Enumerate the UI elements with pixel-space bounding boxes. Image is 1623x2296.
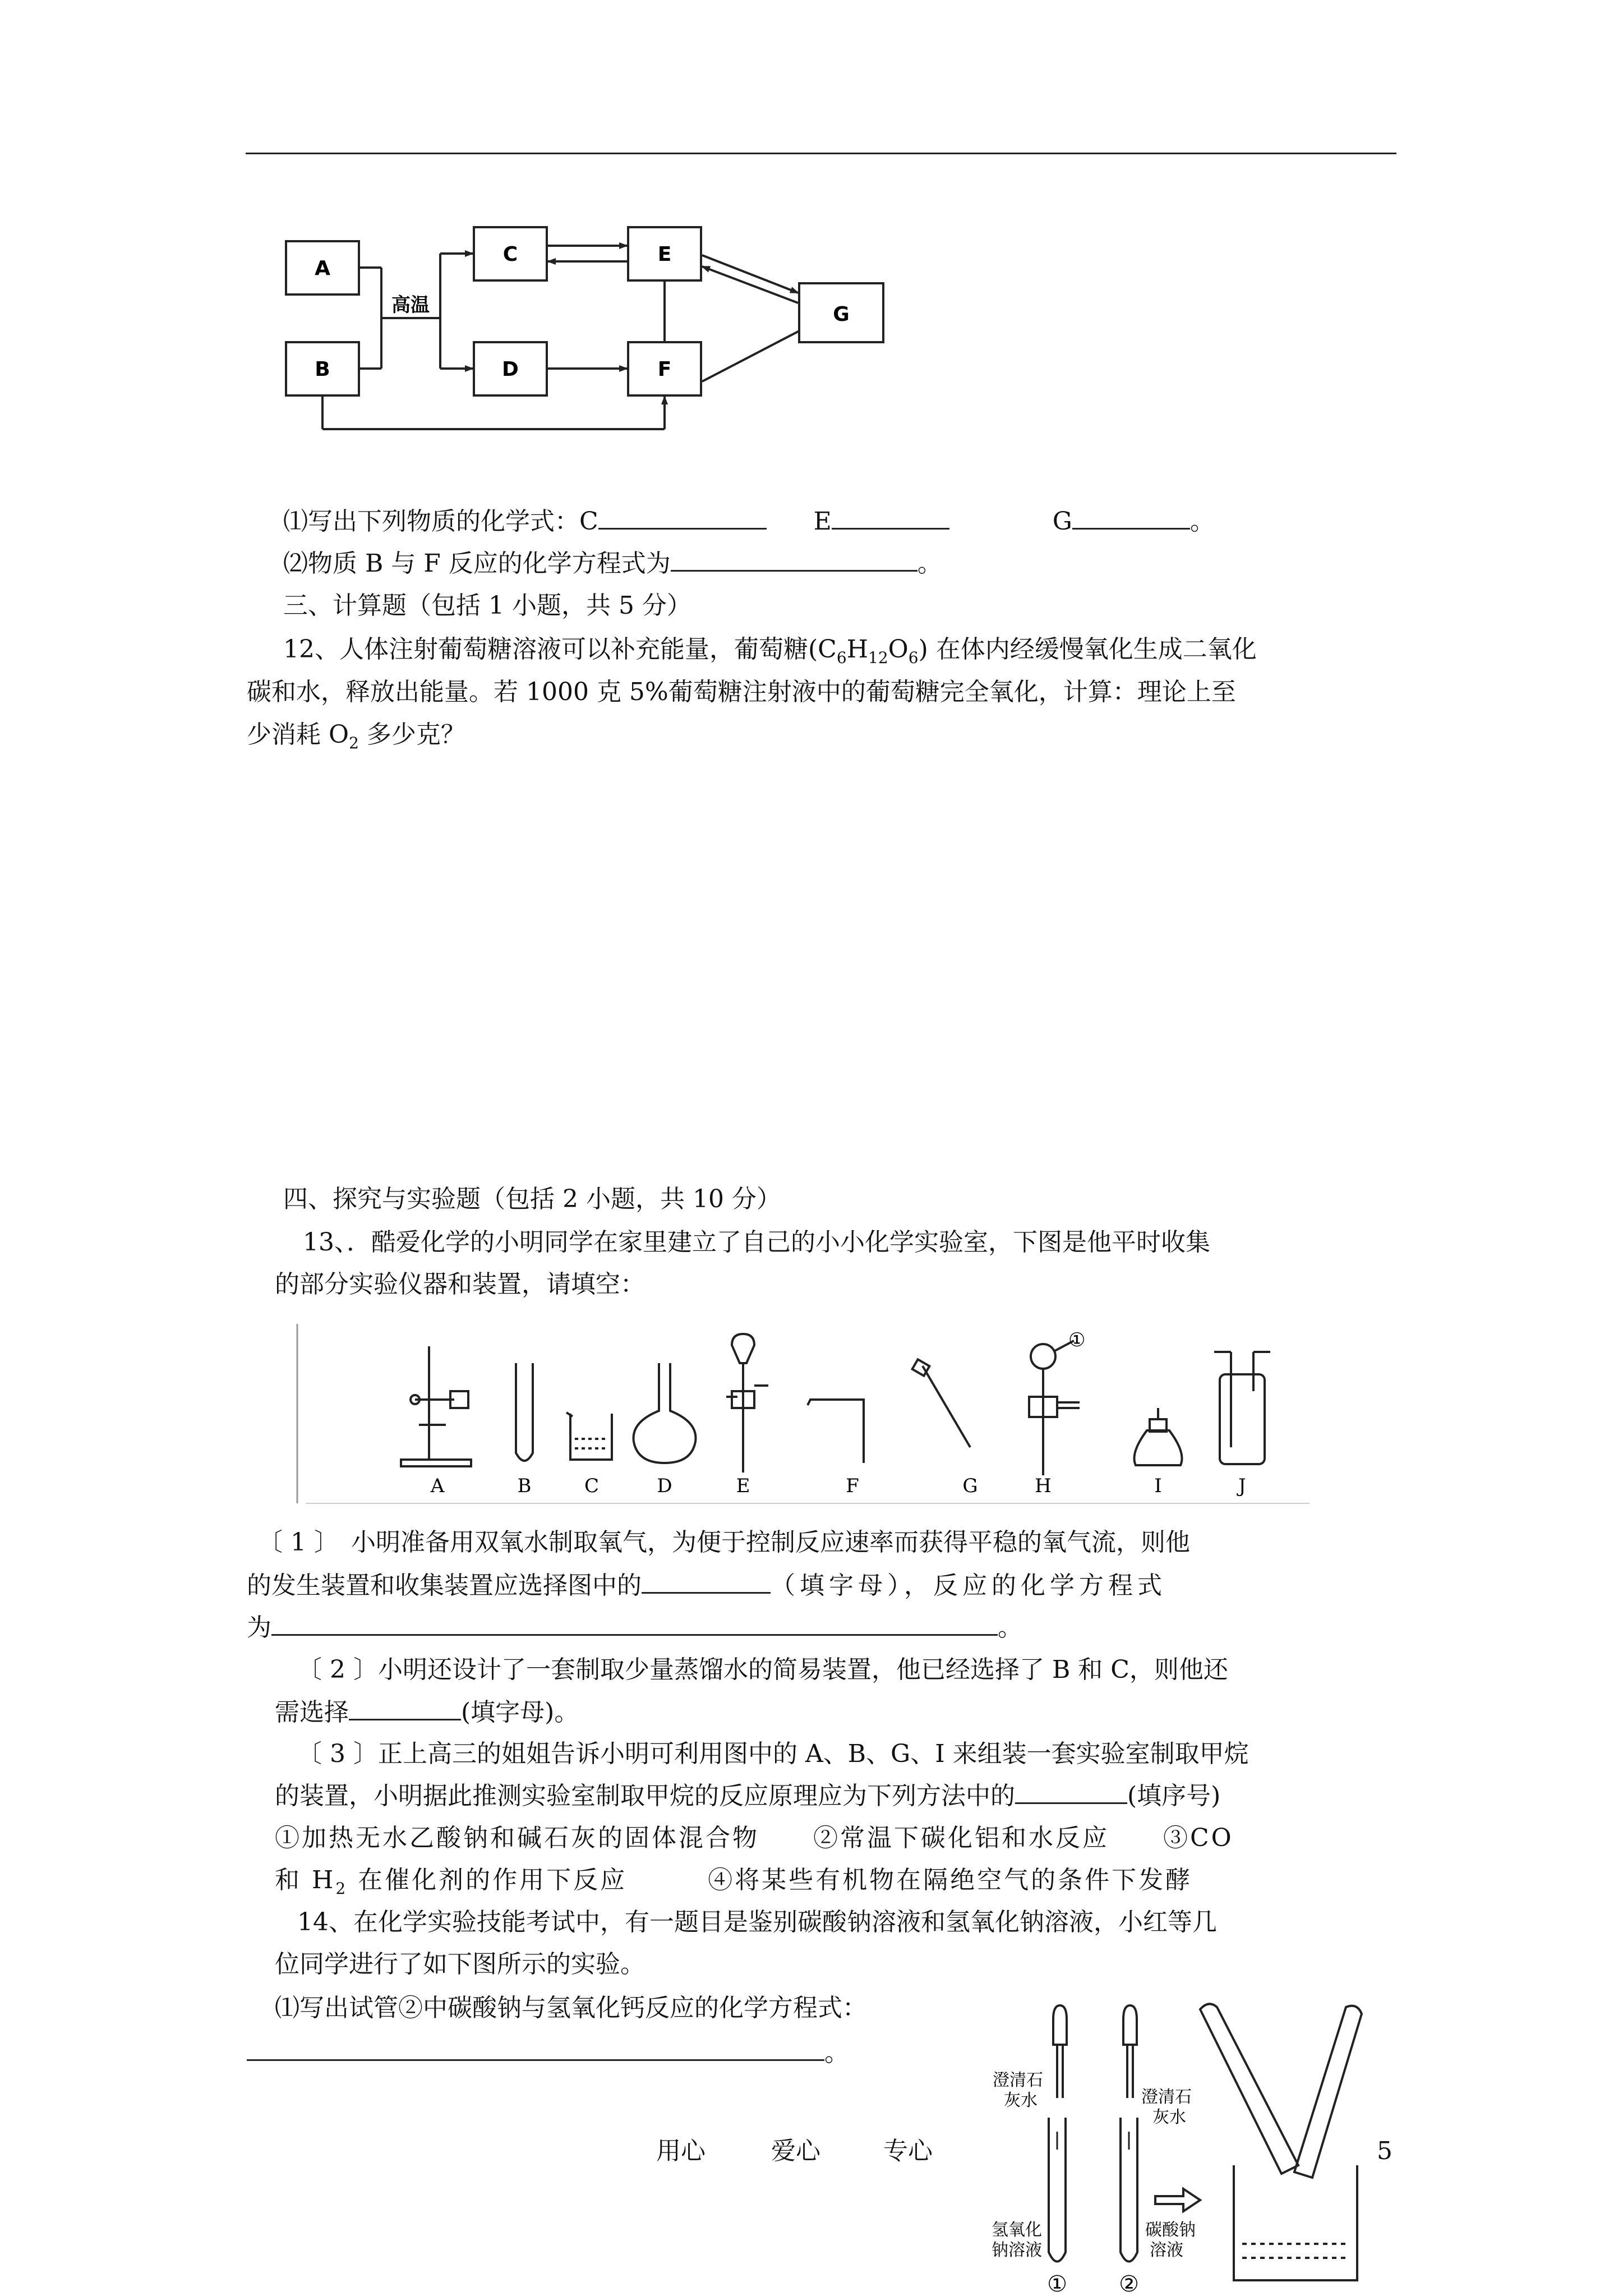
waste-beaker <box>1234 2165 1357 2280</box>
svg-text:D: D <box>657 1475 672 1497</box>
svg-text:②: ② <box>1119 2271 1139 2294</box>
test-tube-experiment-figure <box>987 1997 1419 2294</box>
tipped-tube-left <box>1200 2004 1298 2174</box>
q14-line1: 14、在化学实验技能考试中，有一题目是鉴别碳酸钠溶液和氢氧化钠溶液，小红等几 <box>297 1908 1217 1936</box>
q11-part2: ⑵物质 B 与 F 反应的化学方程式为 。 <box>283 549 942 578</box>
footer-motto-2: 爱心 <box>771 2137 820 2165</box>
lab-apparatus-figure <box>294 1318 1321 1509</box>
svg-text:C: C <box>502 243 518 266</box>
svg-text:G: G <box>962 1475 978 1497</box>
q12-line3: 少消耗 $O_2$ 多少克？ <box>247 720 465 752</box>
footer-motto-1: 用心 <box>656 2137 706 2165</box>
q13-part3-line2: 的装置，小明据此推测实验室制取甲烷的反应原理应为下列方法中的 (填序号) <box>275 1782 1221 1810</box>
answer-blank-methane[interactable] <box>1015 1802 1127 1804</box>
svg-text:灰水: 灰水 <box>1004 2091 1038 2110</box>
q13-line2: 的部分实验仪器和装置，请填空： <box>275 1270 645 1299</box>
apparatus-h-marker: ① <box>1068 1329 1086 1351</box>
svg-text:A: A <box>315 257 330 280</box>
apparatus-h-funnel-assembly <box>1029 1341 1080 1475</box>
svg-text:H: H <box>1035 1475 1052 1497</box>
tipped-tube-right <box>1294 2006 1362 2178</box>
q13-part1-line2: 的发生装置和收集装置应选择图中的 （填字母），反应的化学方程式 <box>247 1571 1166 1600</box>
q14-part1: ⑴写出试管②中碳酸钠与氢氧化钙反应的化学方程式： <box>275 1994 867 2022</box>
apparatus-d-flask <box>634 1363 696 1463</box>
svg-text:E: E <box>736 1475 750 1497</box>
footer-motto-3: 专心 <box>883 2137 933 2165</box>
answer-blank-g[interactable] <box>1072 528 1190 530</box>
answer-blank-apparatus[interactable] <box>642 1592 771 1594</box>
svg-text:D: D <box>502 358 519 381</box>
page-number: 5 <box>1377 2137 1393 2165</box>
q12-line1: 12、人体注射葡萄糖溶液可以补充能量，葡萄糖$(C_6H_{12}O_6)$ 在体内经缓慢氧化生成二氧化 <box>283 635 1257 667</box>
svg-text:澄清石: 澄清石 <box>993 2070 1043 2090</box>
svg-text:B: B <box>517 1475 532 1497</box>
q13-part3-line1: 〔 3 〕正上高三的姐姐告诉小明可利用图中的 A、B、G、I 来组装一套实验室制取甲烷 <box>297 1740 1249 1768</box>
svg-text:B: B <box>315 358 330 381</box>
q13-part3-line4: 和 $H_2$ 在催化剂的作用下反应 ④将某些有机物在隔绝空气的条件下发酵 <box>275 1866 1193 1898</box>
apparatus-f-bent-tube <box>808 1400 864 1463</box>
header-rule <box>246 153 1396 154</box>
apparatus-j-wash-bottle <box>1214 1352 1270 1464</box>
svg-text:钠溶液: 钠溶液 <box>992 2240 1042 2260</box>
svg-text:溶液: 溶液 <box>1150 2240 1183 2260</box>
svg-text:氢氧化: 氢氧化 <box>992 2220 1042 2240</box>
answer-blank-q14-equation[interactable] <box>247 2059 824 2061</box>
q12-line2: 碳和水，释放出能量。若 1000 克 5%葡萄糖注射液中的葡萄糖完全氧化，计算：理论上至 <box>247 678 1236 706</box>
dropper-right <box>1123 2005 1137 2098</box>
answer-blank-e[interactable] <box>832 528 949 530</box>
q13-part1-line1: 〔 1 〕 小明准备用双氧水制取氧气，为便于控制反应速率而获得平稳的氧气流，则他 <box>258 1528 1190 1557</box>
svg-text:灰水: 灰水 <box>1152 2108 1186 2127</box>
answer-blank-o2-equation[interactable] <box>271 1634 998 1636</box>
apparatus-c-beaker <box>566 1412 612 1460</box>
arrow-icon <box>1155 2189 1200 2211</box>
svg-text:F: F <box>657 358 672 381</box>
q13-part3-line3: ①加热无水乙酸钠和碱石灰的固体混合物 ②常温下碳化铝和水反应 ③CO <box>275 1824 1234 1852</box>
q13-line1: 13、．酷爱化学的小明同学在家里建立了自己的小小化学实验室，下图是他平时收集 <box>303 1228 1210 1257</box>
svg-text:C: C <box>584 1475 600 1497</box>
apparatus-b-test-tube <box>516 1363 533 1461</box>
q13-part2-line2: 需选择 (填字母)。 <box>275 1698 579 1727</box>
svg-text:碳酸钠: 碳酸钠 <box>1145 2220 1196 2240</box>
svg-text:F: F <box>846 1475 859 1497</box>
answer-blank-c[interactable] <box>598 528 767 530</box>
section4-heading: 四、探究与实验题（包括 2 小题，共 10 分） <box>283 1185 781 1213</box>
reaction-flowchart <box>269 213 920 449</box>
svg-text:①: ① <box>1047 2271 1067 2294</box>
svg-text:J: J <box>1238 1475 1246 1497</box>
svg-text:A: A <box>430 1475 445 1497</box>
q14-line2: 位同学进行了如下图所示的实验。 <box>275 1950 645 1978</box>
apparatus-g-delivery-tube <box>912 1359 970 1447</box>
apparatus-i-alcohol-lamp <box>1135 1408 1182 1465</box>
svg-text:G: G <box>833 303 850 326</box>
apparatus-e-funnel <box>726 1334 768 1473</box>
svg-text:I: I <box>1154 1475 1162 1497</box>
q13-part1-line3: 为 。 <box>247 1613 1022 1642</box>
section3-heading: 三、计算题（包括 1 小题，共 5 分） <box>283 591 691 620</box>
q13-part2-line1: 〔 2 〕小明还设计了一套制取少量蒸馏水的简易装置，他已经选择了 B 和 C，则他还 <box>297 1655 1228 1684</box>
svg-text:澄清石: 澄清石 <box>1141 2087 1192 2107</box>
q14-part1-answer: 。 <box>247 2036 849 2070</box>
apparatus-a-iron-stand <box>401 1346 471 1466</box>
q11-part1: ⑴写出下列物质的化学式：C E G 。 <box>283 507 1215 536</box>
condition-label: 高温 <box>391 294 430 316</box>
answer-blank-distill[interactable] <box>349 1719 461 1720</box>
answer-blank-equation-bf[interactable] <box>671 570 917 572</box>
svg-text:E: E <box>657 243 672 266</box>
dropper-left <box>1053 2005 1067 2098</box>
